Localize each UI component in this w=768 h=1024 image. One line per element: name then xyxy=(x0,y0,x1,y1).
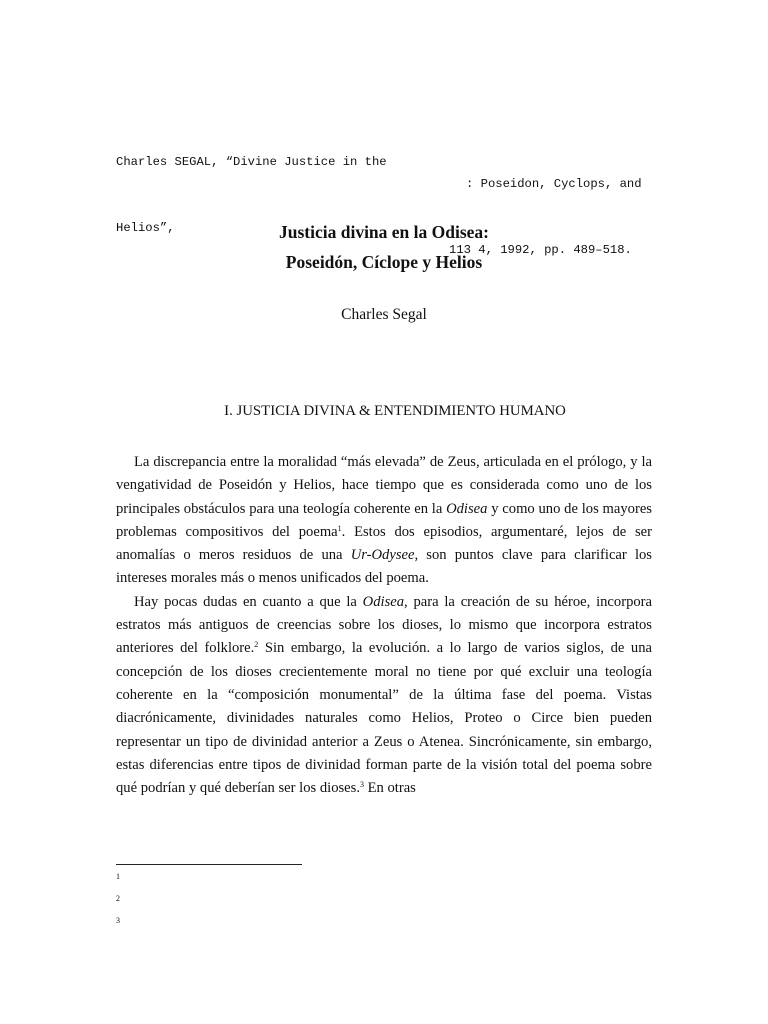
title-line-1: Justicia divina en la Odisea: xyxy=(278,222,490,242)
p1-text-c: y como uno de los mayores problemas compositivos del poema xyxy=(116,500,652,540)
p1-italic-ur-odysee: Ur-Odysee, xyxy=(350,547,419,564)
author-name: Charles Segal xyxy=(341,306,427,323)
citation-line-1 xyxy=(116,129,656,191)
paragraph-2 xyxy=(116,591,652,801)
footnote-divider xyxy=(116,864,302,865)
citation-line-2-right: 113 4, 1992, pp. 489–518. xyxy=(449,243,632,257)
citation-line-2-left: Helios”, xyxy=(116,221,175,235)
p1-italic-odisea: Odisea xyxy=(446,500,488,517)
citation-header xyxy=(116,85,656,257)
footnote-3-marker: 3 xyxy=(116,916,120,925)
footnote-ref-1[interactable]: 1 xyxy=(337,523,342,533)
p1-text-a: La discrepancia entre la moralidad “más elevada” de Zeus, articulada en el prólogo, y la vengatividad de Poseidón y Helios, hace tiempo que es considerada como uno de los principales obstáculos para una teología coherente en la xyxy=(116,454,652,517)
section-heading: I. JUSTICIA DIVINA & ENTENDIMIENTO HUMANO xyxy=(224,403,566,419)
paragraph-1 xyxy=(116,451,652,591)
citation-line-1-left: Charles SEGAL, “Divine Justice in the xyxy=(116,155,387,169)
p2-text-c: , para la creación de su héroe, incorpora estratos más antiguos de creencias sobre los dioses, lo mismo que incorpora estratos anteriores del folklore. xyxy=(116,593,652,657)
footnote-ref-3[interactable]: 3 xyxy=(359,780,364,790)
p1-text-f: son puntos clave para clarificar los intereses morales más o menos unificados del poema. xyxy=(116,547,652,587)
p2-text-d: Sin embargo, la evolución. a lo largo de varios siglos, de una concepción de los dioses crecientemente moral no tiene por qué excluir una teología coherente en la “composición monumental” de la última fase del poema. Vistas diacrónicamente, divinidades naturales como Helios, Proteo o Circe bien pueden representar un tipo de divinidad anterior a Zeus o Atenea. Sincrónicamente, sin embargo, estas diferencias entre tipos de divinidad forman parte de la visión total del poema sobre qué podrían y qué deberían ser los dioses. xyxy=(116,640,652,797)
p1-text-d: . Estos dos episodios, argumentaré, lejos de ser anomalías o meros residuos de una xyxy=(116,523,652,564)
p2-text-e: En otras xyxy=(363,780,416,797)
footnote-2-marker: 2 xyxy=(116,894,120,903)
p2-text-a: Hay pocas dudas en cuanto a que la xyxy=(134,593,363,610)
title-line-2: Poseidón, Cíclope y Helios xyxy=(285,252,483,272)
p2-italic-odisea: Odisea xyxy=(362,593,405,610)
footnote-ref-2[interactable]: 2 xyxy=(254,640,259,650)
citation-line-1-right: : Poseidon, Cyclops, and xyxy=(466,177,642,191)
body-text xyxy=(116,451,652,800)
footnote-1-marker: 1 xyxy=(116,872,120,881)
